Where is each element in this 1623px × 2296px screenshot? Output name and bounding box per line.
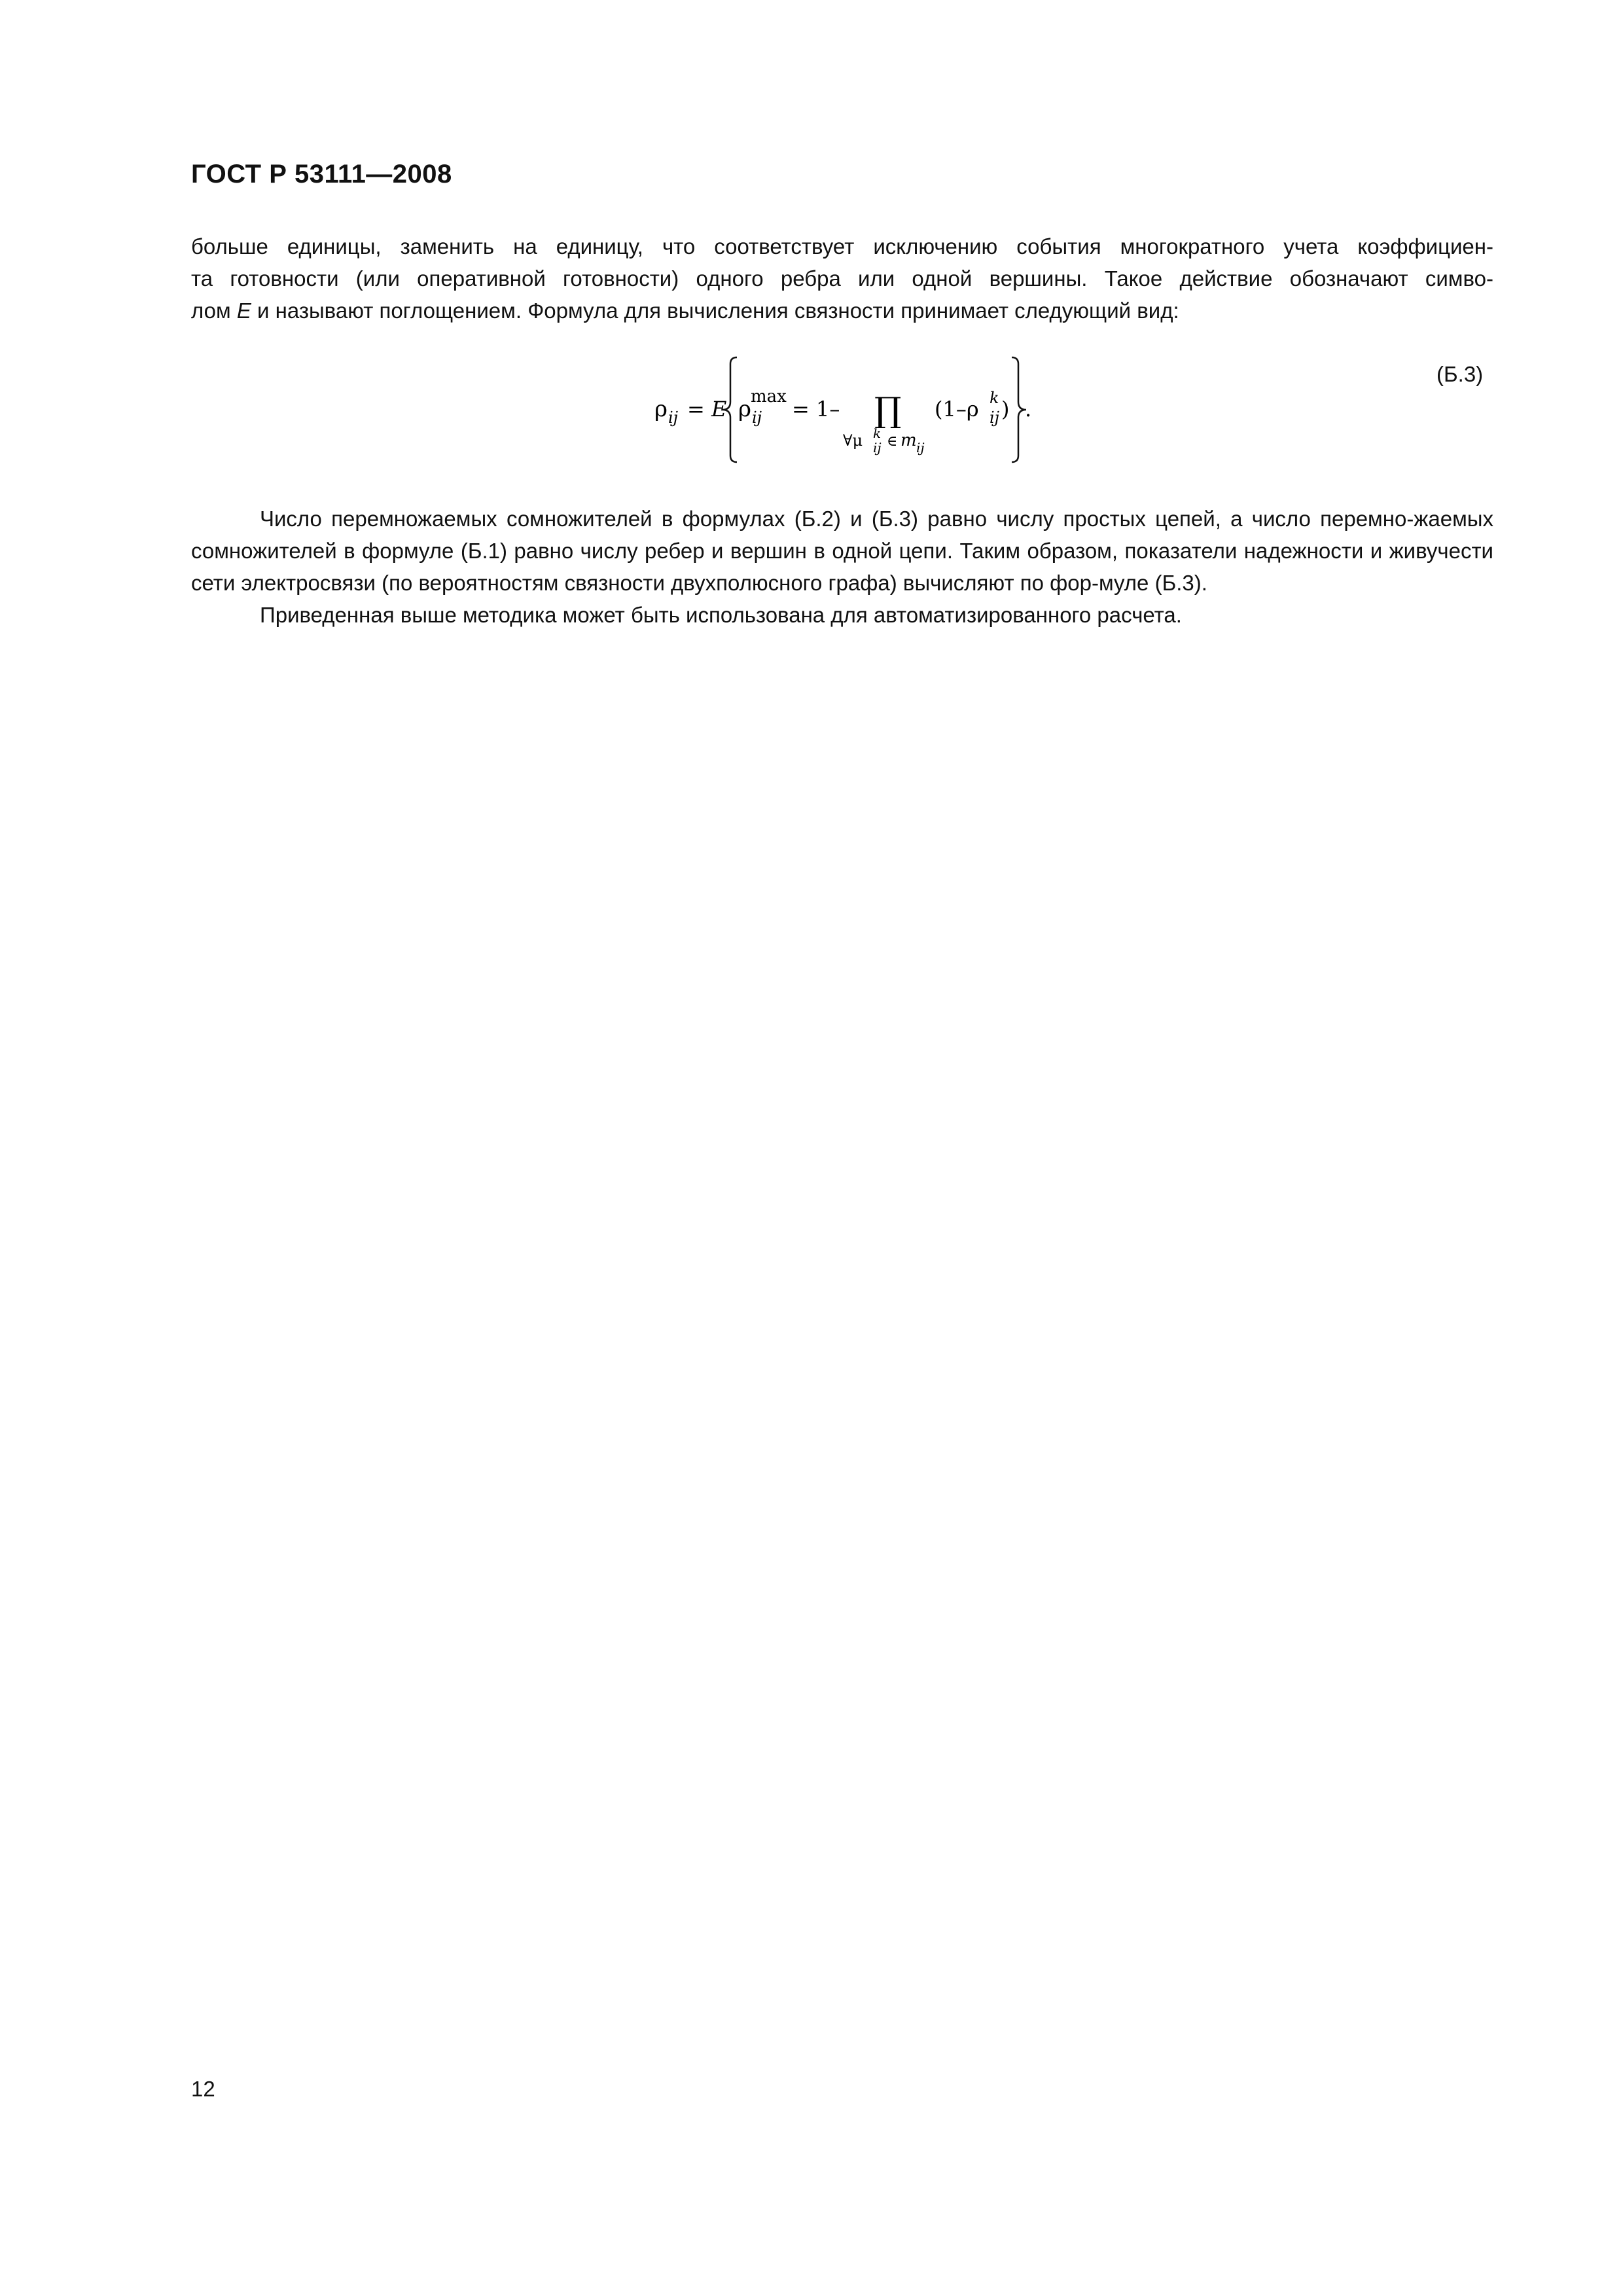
formula-b3 xyxy=(0,351,1623,475)
formula-ij-sub: ij xyxy=(752,408,762,427)
formula-ij-prod: ij xyxy=(873,440,882,456)
right-brace xyxy=(1012,357,1026,462)
formula-m-ij: ij xyxy=(916,440,925,456)
page-number: 12 xyxy=(191,2077,215,2101)
paragraph-line xyxy=(191,295,1493,327)
formula-ij-paren: ij xyxy=(990,408,1000,427)
formula-rho: ρ xyxy=(654,396,668,422)
formula-period: . xyxy=(1025,397,1032,422)
formula-rho-max: ρ xyxy=(738,396,751,422)
formula-m: m xyxy=(901,431,917,450)
formula-one-minus: = 1– xyxy=(792,397,840,422)
left-brace xyxy=(722,357,737,462)
formula-max: max xyxy=(751,387,787,406)
formula-forall: ∀μ xyxy=(843,431,863,450)
formula-in: ∈ xyxy=(887,433,898,450)
paragraph-intro xyxy=(191,230,1493,327)
formula-k-sub: k xyxy=(873,425,882,441)
formula-equals-e: = E xyxy=(687,397,727,422)
equation-number: (Б.3) xyxy=(1436,362,1484,386)
document-header: ГОСТ Р 53111—2008 xyxy=(191,160,452,188)
line-end: и называют поглощением. Формула для вычисления связности принимает следующий вид: xyxy=(251,298,1179,323)
formula-ij: ij xyxy=(668,408,679,427)
absorption-symbol: E xyxy=(236,298,251,323)
paragraph-explanation xyxy=(191,503,1493,631)
formula-paren-open: (1–ρ xyxy=(935,397,979,422)
formula-paren-close: ) xyxy=(1001,397,1010,422)
paragraph-line: больше единицы, заменить на единицу, что соответствует исключению события многократного учета коэффициен- xyxy=(191,234,1493,259)
paragraph-text: Число перемножаемых сомножителей в формулах (Б.2) и (Б.3) равно числу простых цепей, а число перемно-жаемых сомножителей в формуле (Б.1) равно числу ребер и вершин в одной цепи. Таким образом, показатели надежности и живучести сети электросвязи (по вероятностям связности двухполюсного графа) вычисляют по фор-муле (Б.3). xyxy=(191,507,1493,595)
formula-product: ∏ xyxy=(874,391,902,430)
paragraph-text: Приведенная выше методика может быть использована для автоматизированного расчета. xyxy=(260,603,1182,627)
formula-k-sup: k xyxy=(990,389,999,407)
paragraph-line: та готовности (или оперативной готовности) одного ребра или одной вершины. Такое действие обозначают симво- xyxy=(191,266,1493,291)
line-start: лом xyxy=(191,298,237,323)
